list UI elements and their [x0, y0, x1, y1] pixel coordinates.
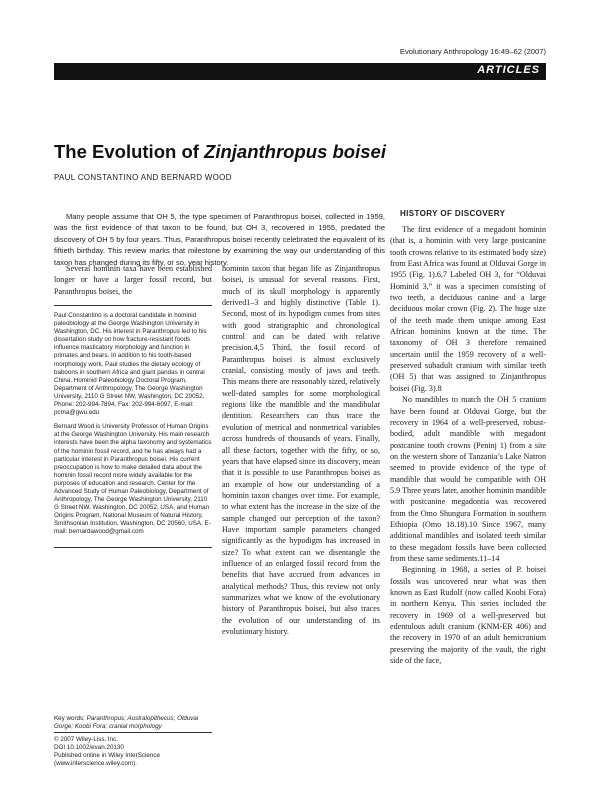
keywords-label: Key words: [54, 715, 87, 722]
history-paragraph-2: No mandibles to match the OH 5 cranium have been found at Olduvai Gorge, but the recovery in 1964 of a well-preserved, robust-bodied, adult mandible with megadont postcanine tooth crowns (Peninj 1) from a site on the western shore of Tanzania’s Lake Natron seemed to provide evidence of the type of mandible that would be compatible with OH 5.9 Three years later, another hominin mandible with postcanine megadontia was recovered from the Omo Shungura Formation in southern Ethiopia (Omo 18.18).10 Since 1967, many additional mandibles and isolated teeth similar to these megadont fossils have been collected from these same sediments.11–14 [390, 395, 546, 563]
column-1 [54, 263, 212, 297]
title-plain: The Evolution of [54, 141, 205, 162]
bio-wood: Bernard Wood is University Professor of Human Origins at the George Washington University. His main research interests have been the alpha taxonomy and systematics of the hominin fossil record, and he has always had a particular interest in Paranthropus boisei. His current preoccupation is how to make detailed data about the hominin fossil record more widely available for the purposes of education and research. Center for the Advanced Study of Human Paleobiology, Department of Anthropology, The George Washington University, 2110 G Street NW, Washington, DC 20052, USA, and Human Origins Program, National Museum of Natural History, Smithsonian Institution, Washington, DC 20560, USA. E-mail: bernardawood@gmail.com [54, 423, 212, 536]
published-online: Published online in Wiley InterScience [54, 752, 160, 760]
title-italic: Zinjanthropus boisei [204, 141, 386, 162]
doi: DOI 10.1002/evan.20130 [54, 744, 124, 752]
section-label: ARTICLES [477, 64, 540, 76]
history-heading: HISTORY OF DISCOVERY [400, 209, 506, 218]
abstract: Many people assume that OH 5, the type specimen of Paranthropus boisei, collected in 1959, was the first evidence of that taxon to be found, but OH 3, recovered in 1955, predated the discovery of OH 5 by four years. Thus, Paranthropus boisei recently celebrated the equivalent of its fiftieth birthday. This review marks that milestone by examining the way our understanding of this taxon has changed during its fifty, or so, year history. [54, 212, 385, 267]
history-paragraph-3: Beginning in 1968, a series of P. boisei fossils was uncovered near what was then known as East Rudolf (now called Koobi Fora) in northern Kenya. This series included the recovery in 1969 of a well-preserved but edentulous adult cranium (KNM-ER 406) and the recovery in 1970 of an adult hemicranium preserving the majority of the vault, the right side of the face, [390, 565, 546, 666]
keywords-text: Paranthropus; Australopithecus; Olduvai Gorge; Koobi Fora; cranial morphology [54, 715, 199, 731]
publication-info [54, 732, 212, 768]
publisher-website: (www.interscience.wiley.com). [54, 760, 137, 768]
column-3 [390, 224, 546, 666]
keywords [54, 715, 212, 731]
journal-citation: Evolutionary Anthropology 16:49–62 (2007) [399, 47, 546, 56]
article-authors: PAUL CONSTANTINO AND BERNARD WOOD [54, 173, 232, 182]
intro-paragraph: Several hominin taxa have been established longer or have a larger fossil record, but Paranthropus boisei, the [54, 264, 212, 296]
column-2-paragraph: hominin taxon that began life as Zinjanthropus boisei, is unusual for several reasons. First, much of its skull morphology is apparently derived1–3 and highly distinctive (Table 1). Second, most of its hypodigm comes from sites with good stratigraphic and chronological control and can be dated with relative precision.4,5 Third, the fossil record of Paranthropus boisei is almost exclusively cranial, consisting mostly of jaws and teeth. This means there are reasonably sized, relatively well-dated samples for some morphological regions like the mandible and the mandibular dentition. Researchers can thus trace the evolution of metrical and nonmetrical variables across hundreds of thousands of years. Finally, all these factors, together with the fifty, or so, years that have elapsed since its discovery, mean that it is possible to use Paranthropus boisei as an example of how our understanding of a hominin taxon changes over time. For example, to what extent has the increase in the size of the sample changed our perception of the taxon? Have important sample parameters changed significantly as the hypodigm has increased in size? To what extent can we disentangle the influence of an enlarged fossil record from the benefits that have accrued from advances in analytical methods? Thus, this review not only summarizes what we know of the evolutionary history of Paranthropus boisei, but also traces the evolution of our understanding of its evolutionary history. [222, 264, 380, 636]
history-paragraph-1: The first evidence of a megadont hominin (that is, a hominin with very large postcanine tooth crowns relative to its estimated body size) from East Africa was found at Olduvai Gorge in 1955 (Fig. 1).6,7 Labeled OH 3, for “Olduvai Hominid 3,” it was a specimen consisting of two teeth, a deciduous canine and a large deciduous molar crown (Fig. 2). The huge size of the teeth made them unique among East African hominins known at the time. The taxonomy of OH 3 therefore remained uncertain until the 1959 recovery of a well-preserved subadult cranium with similar teeth (OH 5) that was assigned to Zinjanthropus boisei (Fig. 3).8 [390, 225, 546, 393]
section-banner [54, 63, 546, 80]
bio-constantino: Paul Constantino is a doctoral candidate in hominid paleobiology at the George Washington University in Washington, DC. His interest in Paranthropus led to his dissertation study on how fracture-resistant foods influence masticatory morphology and function in primates and bears. In addition to his tooth-based morphology work, Paul studies the dietary ecology of baboons in southern Africa and giant pandas in central China. Hominid Paleobiology Doctoral Program, Department of Anthropology, The George Washington University, 2110 G Street NW, Washington, DC 20052. Phone: 202-994-7894, Fax: 202-994-6097, E-mail: pcma@gwu.edu [54, 312, 207, 417]
column-2 [222, 263, 380, 637]
copyright: © 2007 Wiley-Liss, Inc. [54, 736, 119, 743]
author-bios [54, 305, 212, 548]
article-title [54, 141, 386, 163]
